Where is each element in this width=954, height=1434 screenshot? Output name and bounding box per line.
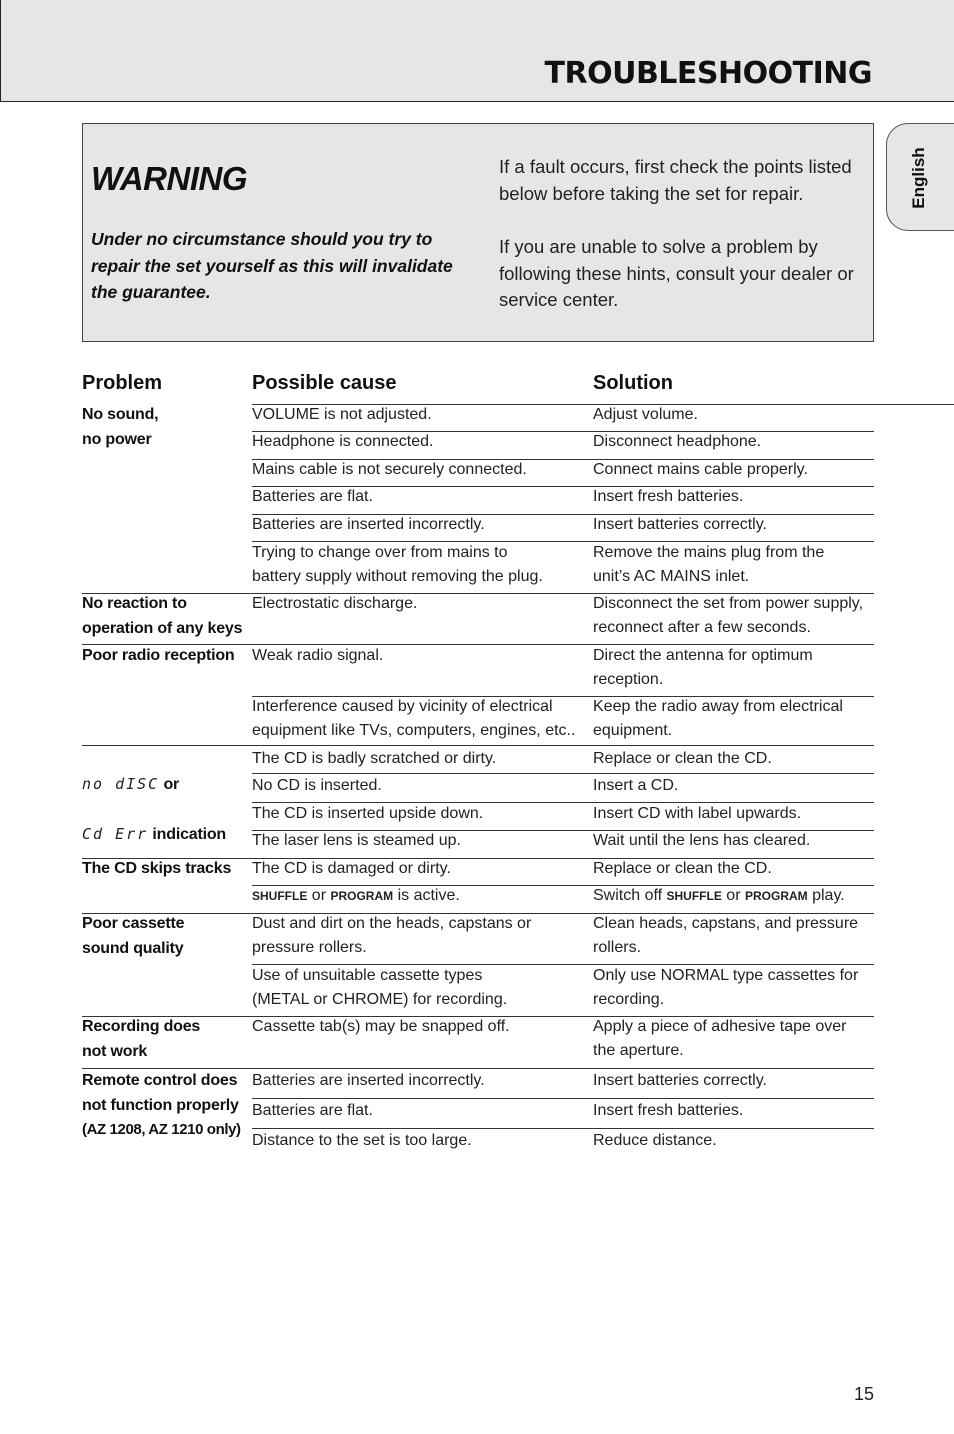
cause-cell: Batteries are inserted incorrectly. — [252, 516, 485, 533]
solution-cell: Insert a CD. — [593, 777, 679, 794]
problem-cd-skips: The CD skips tracks — [82, 860, 232, 877]
cause-cell: Batteries are inserted incorrectly. — [252, 1072, 485, 1089]
warning-box — [82, 123, 874, 342]
text-fragment: PROGRAM — [330, 889, 394, 903]
row-separator — [82, 745, 874, 746]
cause-cell: Dust and dirt on the heads, capstans or pressure rollers. — [252, 915, 532, 956]
text-fragment: or — [307, 887, 331, 904]
problem-no-sound: No sound, no power — [82, 406, 159, 448]
intro-paragraph-1: If a fault occurs, first check the points listed below before taking the set for repair. — [499, 156, 852, 204]
page-title: TROUBLESHOOTING — [544, 56, 872, 91]
solution-cell: Direct the antenna for optimum reception. — [593, 647, 813, 688]
cause-cell: Distance to the set is too large. — [252, 1132, 472, 1149]
solution-cell: Adjust volume. — [593, 406, 698, 423]
problem-cassette: Poor cassette sound quality — [82, 915, 185, 957]
language-tab — [886, 123, 954, 231]
cause-cell: The laser lens is steamed up. — [252, 832, 461, 849]
disc-indication: indication — [148, 825, 226, 843]
solution-cell: Insert fresh batteries. — [593, 488, 744, 505]
problem-disc-display — [82, 747, 226, 847]
cause-cell: Batteries are flat. — [252, 488, 373, 505]
intro-text — [499, 154, 867, 341]
solution-cell: Apply a piece of adhesive tape over the aperture. — [593, 1018, 847, 1059]
problem-remote-note: (AZ 1208, AZ 1210 only) — [82, 1121, 241, 1138]
text-fragment: or — [721, 887, 745, 904]
problem-recording: Recording does not work — [82, 1018, 201, 1060]
solution-cell: Insert batteries correctly. — [593, 516, 767, 533]
cause-cell: Electrostatic discharge. — [252, 595, 418, 612]
warning-title: WARNING — [91, 160, 247, 197]
solution-cell — [593, 884, 845, 908]
cause-cell: The CD is inserted upside down. — [252, 805, 484, 822]
solution-cell: Disconnect the set from power supply, reconnect after a few seconds. — [593, 595, 864, 636]
header-problem: Problem — [82, 372, 163, 394]
disc-or: or — [159, 775, 180, 793]
intro-paragraph-2: If you are unable to solve a problem by following these hints, consult your dealer or service center. — [499, 236, 854, 310]
solution-cell: Remove the mains plug from the unit’s AC MAINS inlet. — [593, 544, 825, 585]
solution-cell: Disconnect headphone. — [593, 433, 762, 450]
solution-cell: Only use NORMAL type cassettes for recording. — [593, 967, 859, 1008]
cause-cell: Batteries are flat. — [252, 1102, 373, 1119]
solution-cell: Insert CD with label upwards. — [593, 805, 802, 822]
cause-cell: Interference caused by vicinity of electrical equipment like TVs, computers, engines, etc.. — [252, 698, 576, 739]
cause-cell: The CD is badly scratched or dirty. — [252, 750, 497, 767]
solution-cell: Insert batteries correctly. — [593, 1072, 767, 1089]
text-fragment: PROGRAM — [744, 889, 808, 903]
lcd-cd-err: Cd Err — [82, 824, 149, 843]
problem-no-reaction: No reaction to operation of any keys — [82, 595, 243, 637]
text-fragment: play. — [807, 887, 845, 904]
header-cause: Possible cause — [252, 372, 397, 394]
cause-cell: No CD is inserted. — [252, 777, 382, 794]
text-fragment: is active. — [393, 887, 460, 904]
page-number: 15 — [853, 1384, 874, 1404]
solution-cell: Connect mains cable properly. — [593, 461, 808, 478]
solution-cell: Reduce distance. — [593, 1132, 717, 1149]
solution-cell: Insert fresh batteries. — [593, 1102, 744, 1119]
lcd-no-disc: no dISC — [82, 774, 160, 793]
cause-cell: Headphone is connected. — [252, 433, 434, 450]
solution-cell: Replace or clean the CD. — [593, 860, 772, 877]
cause-cell: The CD is damaged or dirty. — [252, 860, 451, 877]
problem-remote-text: Remote control does not function properly — [82, 1072, 239, 1114]
cause-cell: Mains cable is not securely connected. — [252, 461, 527, 478]
warning-text: Under no circumstance should you try to repair the set yourself as this will invalidate the guarantee. — [91, 229, 453, 302]
cause-cell: Use of unsuitable cassette types (METAL or CHROME) for recording. — [252, 967, 508, 1008]
solution-cell: Wait until the lens has cleared. — [593, 832, 811, 849]
header-solution: Solution — [593, 372, 673, 394]
cause-cell: Weak radio signal. — [252, 647, 384, 664]
problem-radio: Poor radio reception — [82, 647, 235, 664]
text-fragment: Switch off — [593, 887, 667, 904]
language-tab-label: English — [909, 147, 928, 209]
cause-cell: Cassette tab(s) may be snapped off. — [252, 1018, 510, 1035]
cause-cell — [252, 884, 460, 908]
cause-cell: Trying to change over from mains to battery supply without removing the plug. — [252, 544, 543, 585]
text-fragment: SHUFFLE — [666, 889, 722, 903]
solution-cell: Clean heads, capstans, and pressure rollers. — [593, 915, 859, 956]
cause-cell: VOLUME is not adjusted. — [252, 406, 432, 423]
solution-cell: Keep the radio away from electrical equipment. — [593, 698, 843, 739]
text-fragment: SHUFFLE — [252, 889, 308, 903]
solution-cell: Replace or clean the CD. — [593, 750, 772, 767]
problem-remote — [82, 1069, 241, 1143]
